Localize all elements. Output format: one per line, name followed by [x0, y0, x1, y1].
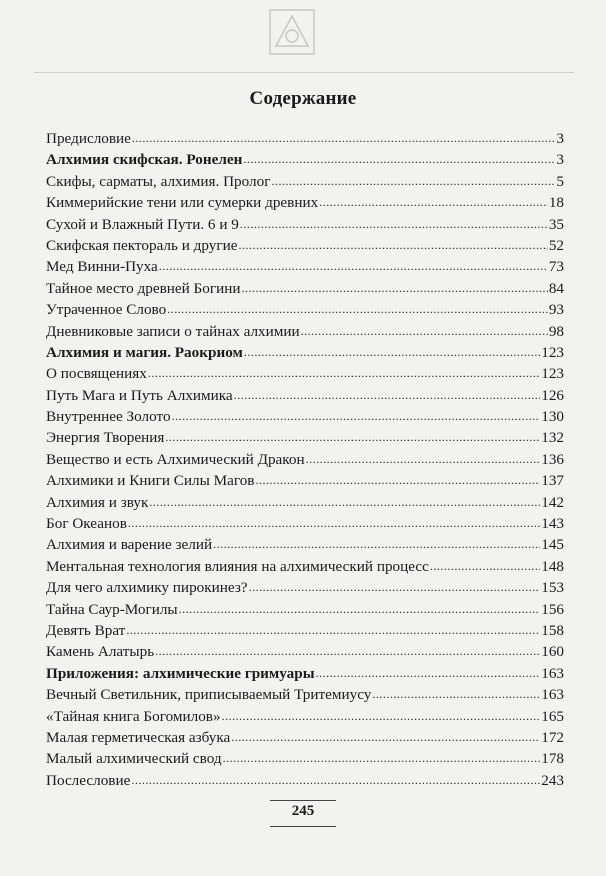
toc-leader-dots — [155, 640, 540, 662]
toc-entry — [46, 171, 564, 192]
toc-entry-title: Тайное место древней Богини — [46, 279, 241, 297]
toc-entry-page: 123 — [541, 343, 564, 361]
toc-leader-dots — [159, 255, 548, 277]
toc-entry-title: Энергия Творения — [46, 429, 165, 447]
footer-rule-top — [270, 800, 336, 801]
toc-entry — [46, 684, 564, 705]
toc-entry-page: 163 — [541, 664, 564, 682]
toc-leader-dots — [241, 277, 547, 299]
toc-leader-dots — [372, 683, 540, 705]
toc-leader-dots — [234, 384, 541, 406]
toc-entry-title: Скифы, сарматы, алхимия. Пролог — [46, 172, 271, 190]
toc-entry-title: Скифская пектораль и другие — [46, 236, 238, 254]
toc-entry-title: Вещество и есть Алхимический Дракон — [46, 450, 305, 468]
toc-entry-page: 158 — [541, 621, 564, 639]
toc-entry-page: 142 — [541, 493, 564, 511]
toc-leader-dots — [126, 619, 540, 641]
toc-entry-page: 126 — [541, 386, 564, 404]
toc-entry — [46, 534, 564, 555]
toc-entry-page: 145 — [541, 536, 564, 554]
toc-entry — [46, 299, 564, 320]
table-of-contents — [46, 128, 564, 791]
toc-leader-dots — [131, 769, 540, 791]
toc-entry-page: 153 — [541, 579, 564, 597]
toc-entry-page: 156 — [541, 600, 564, 618]
toc-entry-title: Приложения: алхимические гримуары — [46, 664, 315, 682]
toc-leader-dots — [430, 555, 540, 577]
toc-leader-dots — [179, 598, 541, 620]
toc-leader-dots — [148, 362, 540, 384]
toc-entry-title: Бог Океанов — [46, 515, 127, 533]
toc-entry — [46, 556, 564, 577]
toc-entry-title: Алхимия и магия. Раокриом — [46, 343, 243, 361]
toc-entry-page: 143 — [541, 515, 564, 533]
toc-section-heading — [46, 342, 564, 363]
toc-leader-dots — [222, 705, 541, 727]
toc-entry-page: 137 — [541, 472, 564, 490]
toc-entry-page: 5 — [556, 172, 564, 190]
toc-entry — [46, 214, 564, 235]
toc-entry — [46, 128, 564, 149]
toc-entry — [46, 406, 564, 427]
toc-entry-page: 123 — [541, 365, 564, 383]
toc-entry-title: Камень Алатырь — [46, 643, 155, 661]
toc-section-heading — [46, 149, 564, 170]
toc-entry-page: 130 — [541, 408, 564, 426]
toc-entry-page: 98 — [548, 322, 564, 340]
toc-entry-title: Алхимия скифская. Ронелен — [46, 151, 243, 169]
toc-entry — [46, 513, 564, 534]
toc-entry — [46, 599, 564, 620]
toc-entry — [46, 256, 564, 277]
page-number: 245 — [291, 803, 315, 819]
toc-leader-dots — [316, 662, 541, 684]
toc-entry — [46, 278, 564, 299]
toc-entry-title: Послесловие — [46, 771, 131, 789]
toc-entry — [46, 321, 564, 342]
toc-entry-page: 172 — [541, 728, 564, 746]
toc-entry-title: Малая герметическая азбука — [46, 728, 231, 746]
toc-leader-dots — [271, 170, 555, 192]
toc-entry-page: 165 — [541, 707, 564, 725]
toc-entry-title: Вечный Светильник, приписываемый Тритемиусу — [46, 686, 372, 704]
toc-leader-dots — [306, 448, 541, 470]
toc-entry-title: Утраченное Слово — [46, 301, 167, 319]
toc-leader-dots — [231, 726, 540, 748]
toc-leader-dots — [132, 127, 555, 149]
toc-entry-page: 148 — [541, 557, 564, 575]
toc-entry-title: Мед Винни-Пуха — [46, 258, 158, 276]
toc-entry-title: Малый алхимический свод — [46, 750, 222, 768]
toc-entry-title: Киммерийские тени или сумерки древних — [46, 194, 319, 212]
toc-leader-dots — [172, 405, 541, 427]
toc-entry — [46, 770, 564, 791]
toc-entry — [46, 235, 564, 256]
toc-entry-page: 52 — [548, 236, 564, 254]
toc-entry — [46, 641, 564, 662]
toc-entry-page: 132 — [541, 429, 564, 447]
toc-entry-title: Алхимики и Книги Силы Магов — [46, 472, 255, 490]
toc-leader-dots — [238, 234, 547, 256]
toc-entry — [46, 577, 564, 598]
toc-entry — [46, 363, 564, 384]
toc-leader-dots — [319, 191, 548, 213]
toc-entry — [46, 470, 564, 491]
toc-entry-title: Дневниковые записи о тайнах алхимии — [46, 322, 300, 340]
toc-entry-title: Для чего алхимику пирокинез? — [46, 579, 248, 597]
toc-entry-page: 163 — [541, 686, 564, 704]
toc-leader-dots — [301, 320, 548, 342]
toc-entry-title: Предисловие — [46, 130, 131, 147]
toc-entry — [46, 706, 564, 727]
toc-leader-dots — [213, 533, 540, 555]
toc-entry — [46, 427, 564, 448]
toc-entry-title: Алхимия и варение зелий — [46, 536, 213, 554]
toc-entry-title: Сухой и Влажный Пути. 6 и 9 — [46, 215, 239, 233]
toc-leader-dots — [244, 341, 540, 363]
toc-entry — [46, 620, 564, 641]
toc-entry-title: Внутреннее Золото — [46, 408, 171, 426]
publisher-ornament-icon — [266, 6, 318, 58]
toc-entry-title: О посвящениях — [46, 365, 147, 383]
toc-leader-dots — [128, 512, 540, 534]
toc-entry-title: «Тайная книга Богомилов» — [46, 707, 221, 725]
toc-entry-page: 160 — [541, 643, 564, 661]
toc-entry-page: 84 — [548, 279, 564, 297]
toc-leader-dots — [255, 469, 540, 491]
toc-leader-dots — [249, 576, 541, 598]
toc-entry-page: 93 — [548, 301, 564, 319]
toc-entry — [46, 727, 564, 748]
toc-entry-page: 178 — [541, 750, 564, 768]
toc-entry — [46, 192, 564, 213]
footer-rule-bottom — [270, 826, 336, 827]
toc-leader-dots — [223, 747, 541, 769]
toc-entry-page: 243 — [541, 771, 564, 789]
page-title: Содержание — [249, 88, 357, 109]
toc-leader-dots — [149, 491, 540, 513]
toc-section-heading — [46, 663, 564, 684]
toc-entry-title: Ментальная технология влияния на алхимический процесс — [46, 557, 429, 575]
toc-entry-page: 35 — [548, 215, 564, 233]
toc-entry-title: Путь Мага и Путь Алхимика — [46, 386, 233, 404]
toc-entry — [46, 385, 564, 406]
toc-leader-dots — [240, 213, 548, 235]
toc-entry — [46, 449, 564, 470]
toc-entry-page: 18 — [548, 194, 564, 212]
toc-entry-title: Девять Врат — [46, 621, 126, 639]
toc-leader-dots — [243, 148, 555, 170]
toc-leader-dots — [167, 298, 548, 320]
toc-entry-title: Тайна Саур-Могилы — [46, 600, 178, 618]
header-rule — [34, 72, 574, 73]
toc-entry — [46, 492, 564, 513]
toc-leader-dots — [165, 426, 540, 448]
toc-entry-page: 136 — [541, 450, 564, 468]
toc-entry-page: 3 — [556, 151, 564, 169]
toc-entry — [46, 748, 564, 769]
toc-entry-page: 3 — [556, 130, 564, 147]
toc-entry-page: 73 — [548, 258, 564, 276]
toc-entry-title: Алхимия и звук — [46, 493, 149, 511]
